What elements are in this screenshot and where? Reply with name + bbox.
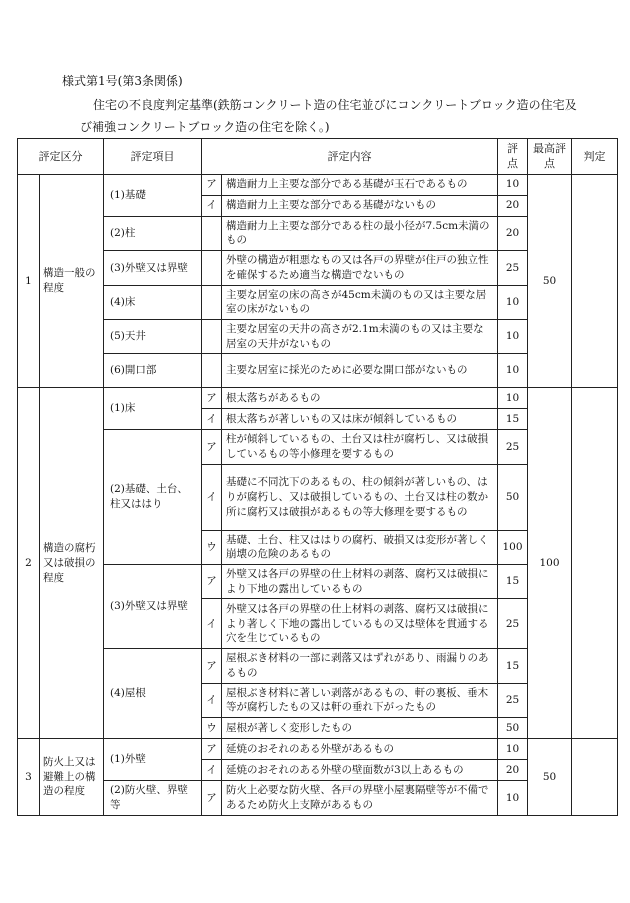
sub-mark: イ xyxy=(202,599,222,649)
content-text: 構造耐力上主要な部分である柱の最小径が7.5cm未満のもの xyxy=(222,216,498,250)
points-value: 20 xyxy=(498,216,528,250)
content-text: 外壁又は各戸の界壁の仕上材料の剥落、腐朽又は破損により著しく下地の露出しているもの又は壁体を貫通する穴を生じているもの xyxy=(222,599,498,649)
sub-mark: ウ xyxy=(202,530,222,564)
content-text: 主要な居室の天井の高さが2.1m未満のもの又は主要な居室の天井がないもの xyxy=(222,319,498,353)
table-row xyxy=(18,388,618,409)
item-label: (3)外壁又は界壁 xyxy=(104,565,202,649)
header-max: 最高評点 xyxy=(528,139,572,175)
sub-mark: ア xyxy=(202,739,222,760)
sub-mark: ア xyxy=(202,174,222,195)
content-text: 根太落ちが著しいもの又は床が傾斜しているもの xyxy=(222,409,498,430)
points-value: 15 xyxy=(498,649,528,683)
judgment-cell[interactable] xyxy=(572,739,618,815)
points-value: 15 xyxy=(498,565,528,599)
header-judgment: 判定 xyxy=(572,139,618,175)
table-row xyxy=(18,174,618,195)
section-category: 防火上又は避難上の構造の程度 xyxy=(40,739,104,815)
table-header-row xyxy=(18,139,618,175)
judgment-cell[interactable] xyxy=(572,388,618,739)
item-label: (2)基礎、土台、柱又ははり xyxy=(104,430,202,565)
sub-mark xyxy=(202,285,222,319)
header-points: 評点 xyxy=(498,139,528,175)
content-text: 基礎に不同沈下のあるもの、柱の傾斜が著しいもの、はりが腐朽し、又は破損しているもの、土台又は柱の数か所に腐朽又は破損があるもの等大修理を要するもの xyxy=(222,464,498,530)
sub-mark: イ xyxy=(202,409,222,430)
points-value: 25 xyxy=(498,251,528,285)
content-text: 根太落ちがあるもの xyxy=(222,388,498,409)
points-value: 100 xyxy=(498,530,528,564)
points-value: 10 xyxy=(498,739,528,760)
sub-mark: ア xyxy=(202,649,222,683)
title-line-1: 住宅の不良度判定基準(鉄筋コンクリート造の住宅並びにコンクリートブロック造の住宅及 xyxy=(93,98,577,112)
points-value: 25 xyxy=(498,683,528,717)
item-label: (2)防火壁、界壁等 xyxy=(104,781,202,815)
item-label: (6)開口部 xyxy=(104,354,202,388)
content-text: 基礎、土台、柱又ははりの腐朽、破損又は変形が著しく崩壊の危険のあるもの xyxy=(222,530,498,564)
points-value: 10 xyxy=(498,388,528,409)
points-value: 10 xyxy=(498,174,528,195)
points-value: 50 xyxy=(498,464,528,530)
content-text: 屋根ぶき材料の一部に剥落又はずれがあり、雨漏りのあるもの xyxy=(222,649,498,683)
criteria-table xyxy=(17,138,618,816)
content-text: 延焼のおそれのある外壁の壁面数が3以上あるもの xyxy=(222,760,498,781)
title-line-2: び補強コンクリートブロック造の住宅を除く。) xyxy=(80,120,330,134)
header-item: 評定項目 xyxy=(104,139,202,175)
item-label: (5)天井 xyxy=(104,319,202,353)
max-points: 100 xyxy=(528,388,572,739)
content-text: 構造耐力上主要な部分である基礎が玉石であるもの xyxy=(222,174,498,195)
max-points: 50 xyxy=(528,174,572,388)
table-row xyxy=(18,739,618,760)
judgment-cell[interactable] xyxy=(572,174,618,388)
item-label: (4)屋根 xyxy=(104,649,202,739)
points-value: 20 xyxy=(498,760,528,781)
section-number: 3 xyxy=(18,739,40,815)
content-text: 外壁の構造が粗悪なもの又は各戸の界壁が住戸の独立性を確保するため適当な構造でないもの xyxy=(222,251,498,285)
item-label: (3)外壁又は界壁 xyxy=(104,251,202,285)
sub-mark xyxy=(202,251,222,285)
header-category: 評定区分 xyxy=(18,139,104,175)
sub-mark xyxy=(202,216,222,250)
section-number: 1 xyxy=(18,174,40,388)
section-number: 2 xyxy=(18,388,40,739)
item-label: (1)床 xyxy=(104,388,202,430)
points-value: 10 xyxy=(498,285,528,319)
section-category: 構造の腐朽又は破損の程度 xyxy=(40,388,104,739)
sub-mark: ア xyxy=(202,565,222,599)
sub-mark xyxy=(202,319,222,353)
sub-mark: ア xyxy=(202,781,222,815)
points-value: 15 xyxy=(498,409,528,430)
item-label: (1)外壁 xyxy=(104,739,202,781)
content-text: 防火上必要な防火壁、各戸の界壁小屋裏隔壁等が不備であるため防火上支障があるもの xyxy=(222,781,498,815)
sub-mark: ア xyxy=(202,430,222,464)
sub-mark: ウ xyxy=(202,718,222,739)
content-text: 柱が傾斜しているもの、土台又は柱が腐朽し、又は破損しているもの等小修理を要するもの xyxy=(222,430,498,464)
points-value: 25 xyxy=(498,430,528,464)
sub-mark: ア xyxy=(202,388,222,409)
content-text: 屋根が著しく変形したもの xyxy=(222,718,498,739)
section-category: 構造一般の程度 xyxy=(40,174,104,388)
sub-mark xyxy=(202,354,222,388)
points-value: 50 xyxy=(498,718,528,739)
points-value: 10 xyxy=(498,354,528,388)
content-text: 主要な居室に採光のために必要な開口部がないもの xyxy=(222,354,498,388)
form-label: 様式第1号(第3条関係) xyxy=(62,74,183,88)
max-points: 50 xyxy=(528,739,572,815)
sub-mark: イ xyxy=(202,195,222,216)
sub-mark: イ xyxy=(202,760,222,781)
item-label: (2)柱 xyxy=(104,216,202,250)
content-text: 外壁又は各戸の界壁の仕上材料の剥落、腐朽又は破損により下地の露出しているもの xyxy=(222,565,498,599)
content-text: 延焼のおそれのある外壁があるもの xyxy=(222,739,498,760)
header-content: 評定内容 xyxy=(202,139,498,175)
points-value: 10 xyxy=(498,319,528,353)
sub-mark: イ xyxy=(202,683,222,717)
content-text: 屋根ぶき材料に著しい剥落があるもの、軒の裏板、垂木等が腐朽したもの又は軒の垂れ下がったもの xyxy=(222,683,498,717)
sub-mark: イ xyxy=(202,464,222,530)
points-value: 25 xyxy=(498,599,528,649)
item-label: (1)基礎 xyxy=(104,174,202,216)
points-value: 10 xyxy=(498,781,528,815)
document-title xyxy=(80,94,613,138)
content-text: 主要な居室の床の高さが45cm未満のもの又は主要な居室の床がないもの xyxy=(222,285,498,319)
item-label: (4)床 xyxy=(104,285,202,319)
points-value: 20 xyxy=(498,195,528,216)
content-text: 構造耐力上主要な部分である基礎がないもの xyxy=(222,195,498,216)
